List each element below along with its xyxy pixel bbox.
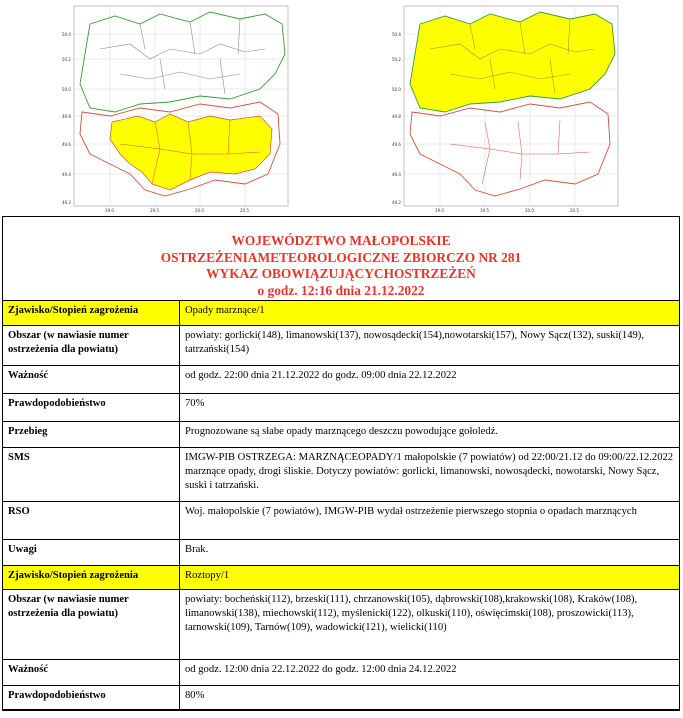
row-value: IMGW-PIB OSTRZEGA: MARZNĄCEOPADY/1 małopolskie (7 powiatów) od 22:00/21.12 do 09:00/22.12.2022 marznące opady, drogi śliskie. Dotyczy powiatów: gorlicki, limanowski, nowosądecki, nowotarski, Nowy Sącz, suski i tatrzański. (180, 447, 680, 501)
row-label: Ważność (3, 365, 180, 393)
svg-text:49.6: 49.6 (392, 142, 401, 147)
svg-text:20.5: 20.5 (240, 208, 249, 213)
table-row (3, 659, 679, 685)
row-label: RSO (3, 501, 180, 539)
row-label: Prawdopodobieństwo (3, 393, 180, 421)
svg-text:49.8: 49.8 (62, 114, 71, 119)
svg-text:49.2: 49.2 (62, 200, 71, 205)
table-row (3, 421, 679, 447)
warning-document (2, 216, 680, 711)
row-value: 80% (180, 685, 680, 709)
table-row (3, 539, 679, 565)
table-row (3, 589, 679, 659)
row-value: 70% (180, 393, 680, 421)
map-freezing-precipitation (60, 4, 292, 214)
row-label: Prawdopodobieństwo (3, 685, 180, 709)
row-label: Zjawisko/Stopień zagrożenia (3, 565, 180, 589)
row-value: od godz. 12:00 dnia 22.12.2022 do godz. 12:00 dnia 24.12.2022 (180, 659, 680, 685)
svg-text:20.5: 20.5 (570, 208, 579, 213)
header-timestamp: o godz. 12:16 dnia 21.12.2022 (257, 282, 425, 298)
svg-text:50.4: 50.4 (62, 32, 71, 37)
header-province: WOJEWÓDZTWO MAŁOPOLSKIE (231, 233, 451, 248)
row-label: Przebieg (3, 421, 180, 447)
row-label: Ważność (3, 659, 180, 685)
row-value: Woj. małopolskie (7 powiatów), IMGW-PIB wydał ostrzeżenie pierwszego stopnia o opadach marznących (180, 501, 680, 539)
warning-maps (0, 0, 683, 215)
warnings-table (3, 301, 679, 710)
row-label: Obszar (w nawiasie numer ostrzeżenia dla powiatu) (3, 589, 180, 659)
svg-text:50.2: 50.2 (62, 57, 71, 62)
svg-text:19.5: 19.5 (150, 208, 159, 213)
table-row (3, 565, 679, 589)
row-value: od godz. 22:00 dnia 21.12.2022 do godz. 09:00 dnia 22.12.2022 (180, 365, 680, 393)
header-warnings-number: OSTRZEŻENIAMETEOROLOGICZNE ZBIORCZO NR 281 (160, 249, 522, 265)
svg-text:19.5: 19.5 (480, 208, 489, 213)
table-row (3, 325, 679, 365)
row-value: Roztopy/1 (180, 565, 680, 589)
svg-text:50.4: 50.4 (392, 32, 401, 37)
svg-text:19.0: 19.0 (105, 208, 114, 213)
svg-text:20.0: 20.0 (525, 208, 534, 213)
table-row (3, 393, 679, 421)
row-value: powiaty: gorlicki(148), limanowski(137), nowosądecki(154),nowotarski(157), Nowy Sącz(132), suski(149), tatrzański(154) (180, 325, 680, 365)
document-header (3, 217, 679, 301)
row-label: Uwagi (3, 539, 180, 565)
svg-text:19.0: 19.0 (435, 208, 444, 213)
svg-text:50.0: 50.0 (62, 87, 71, 92)
svg-text:49.6: 49.6 (62, 142, 71, 147)
svg-text:49.8: 49.8 (392, 114, 401, 119)
row-value: powiaty: bocheński(112), brzeski(111), chrzanowski(105), dąbrowski(108),krakowski(108), Kraków(108), limanowski(138), miechowski(112), myślenicki(122), olkuski(110), oświęcimski(108), proszowicki(113), tarnowski(109), Tarnów(109), wadowicki(121), wielicki(110) (180, 589, 680, 659)
table-row (3, 685, 679, 709)
row-value: Brak. (180, 539, 680, 565)
row-value: Opady marznące/1 (180, 301, 680, 325)
row-label: SMS (3, 447, 180, 501)
svg-text:49.4: 49.4 (392, 172, 401, 177)
row-value: Prognozowane są słabe opady marznącego deszczu powodujące gołoledź. (180, 421, 680, 447)
svg-text:50.2: 50.2 (392, 57, 401, 62)
row-label: Obszar (w nawiasie numer ostrzeżenia dla powiatu) (3, 325, 180, 365)
svg-text:20.0: 20.0 (195, 208, 204, 213)
table-row (3, 301, 679, 325)
table-row (3, 447, 679, 501)
svg-text:50.0: 50.0 (392, 87, 401, 92)
table-row (3, 365, 679, 393)
row-label: Zjawisko/Stopień zagrożenia (3, 301, 180, 325)
svg-text:49.2: 49.2 (392, 200, 401, 205)
table-row (3, 501, 679, 539)
svg-text:49.4: 49.4 (62, 172, 71, 177)
header-list-title: WYKAZ OBOWIĄZUJĄCYCHOSTRZEŻEŃ (206, 266, 476, 281)
map-thaw (390, 4, 622, 214)
